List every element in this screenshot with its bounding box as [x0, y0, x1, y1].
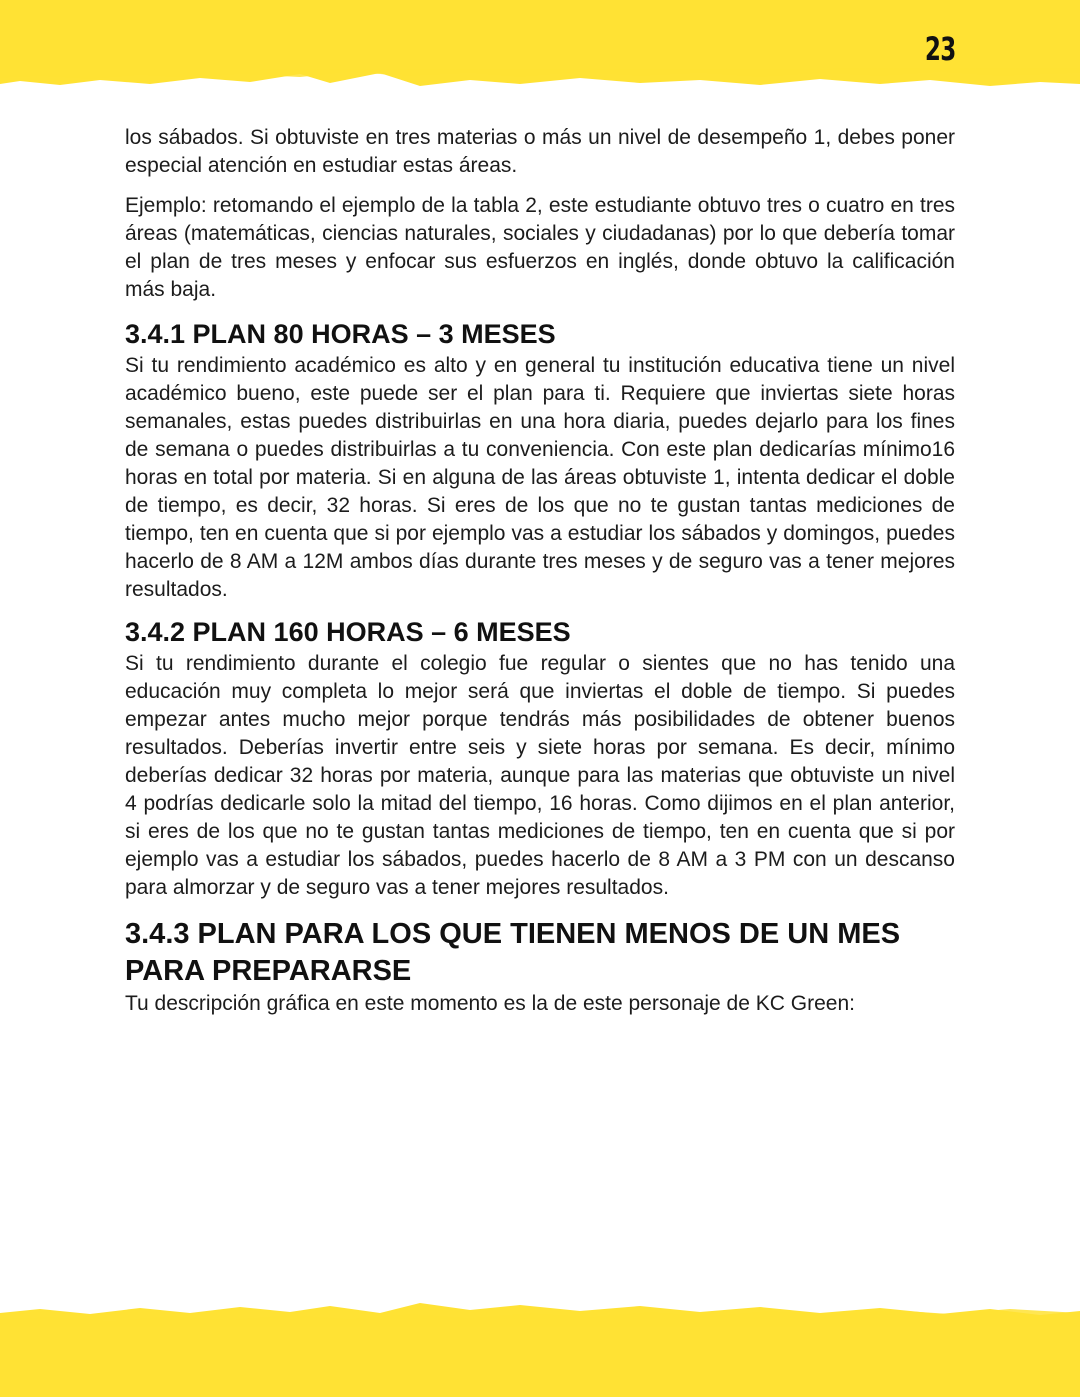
- section-body-3-4-1: Si tu rendimiento académico es alto y en general tu institución educativa tiene un nivel académico bueno, este puede ser el plan para ti. Requiere que inviertas siete horas semanales, estas puedes distribuirlas en una hora diaria, puedes dejarlo para los fines de semana o puedes distribuirlas a tu conveniencia. Con este plan dedicarías mínimo16 horas en total por materia. Si en alguna de las áreas obtuviste 1, intenta dedicar el doble de tiempo, es decir, 32 horas. Si eres de los que no te gustan tantas mediciones de tiempo, ten en cuenta que si por ejemplo vas a estudiar los sábados y domingos, puedes hacerlo de 8 AM a 12M ambos días durante tres meses y de seguro vas a tener mejores resultados.: [125, 354, 955, 601]
- document-body: [125, 124, 955, 1028]
- section-heading-3-4-2: 3.4.2 PLAN 160 HORAS – 6 MESES: [125, 617, 571, 647]
- page-number: 23: [925, 30, 956, 68]
- intro-paragraph-2: Ejemplo: retomando el ejemplo de la tabla 2, este estudiante obtuvo tres o cuatro en tres áreas (matemáticas, ciencias naturales, sociales y ciudadanas) por lo que debería tomar el plan de tres meses y enfocar sus esfuerzos en inglés, donde obtuvo la calificación más baja.: [125, 194, 955, 301]
- top-yellow-brush-band: [0, 0, 1080, 96]
- section-heading-3-4-1: 3.4.1 PLAN 80 HORAS – 3 MESES: [125, 319, 556, 349]
- bottom-yellow-brush-band: [0, 1297, 1080, 1397]
- section-body-3-4-3: Tu descripción gráfica en este momento es la de este personaje de KC Green:: [125, 992, 855, 1015]
- section-heading-3-4-3: 3.4.3 PLAN PARA LOS QUE TIENEN MENOS DE UN MES PARA PREPARARSE: [125, 918, 901, 987]
- intro-paragraph-1: los sábados. Si obtuviste en tres materias o más un nivel de desempeño 1, debes poner especial atención en estudiar estas áreas.: [125, 126, 955, 177]
- section-body-3-4-2: Si tu rendimiento durante el colegio fue regular o sientes que no has tenido una educación muy completa lo mejor será que inviertas el doble de tiempo. Si puedes empezar antes mucho mejor porque tendrás más posibilidades de obtener buenos resultados. Deberías invertir entre seis y siete horas por semana. Es decir, mínimo deberías dedicar 32 horas por materia, aunque para las materias que obtuviste un nivel 4 podrías dedicarle solo la mitad del tiempo, 16 horas. Como dijimos en el plan anterior, si eres de los que no te gustan tantas mediciones de tiempo, ten en cuenta que si por ejemplo vas a estudiar los sábados, puedes hacerlo de 8 AM a 3 PM con un descanso para almorzar y de seguro vas a tener mejores resultados.: [125, 652, 955, 899]
